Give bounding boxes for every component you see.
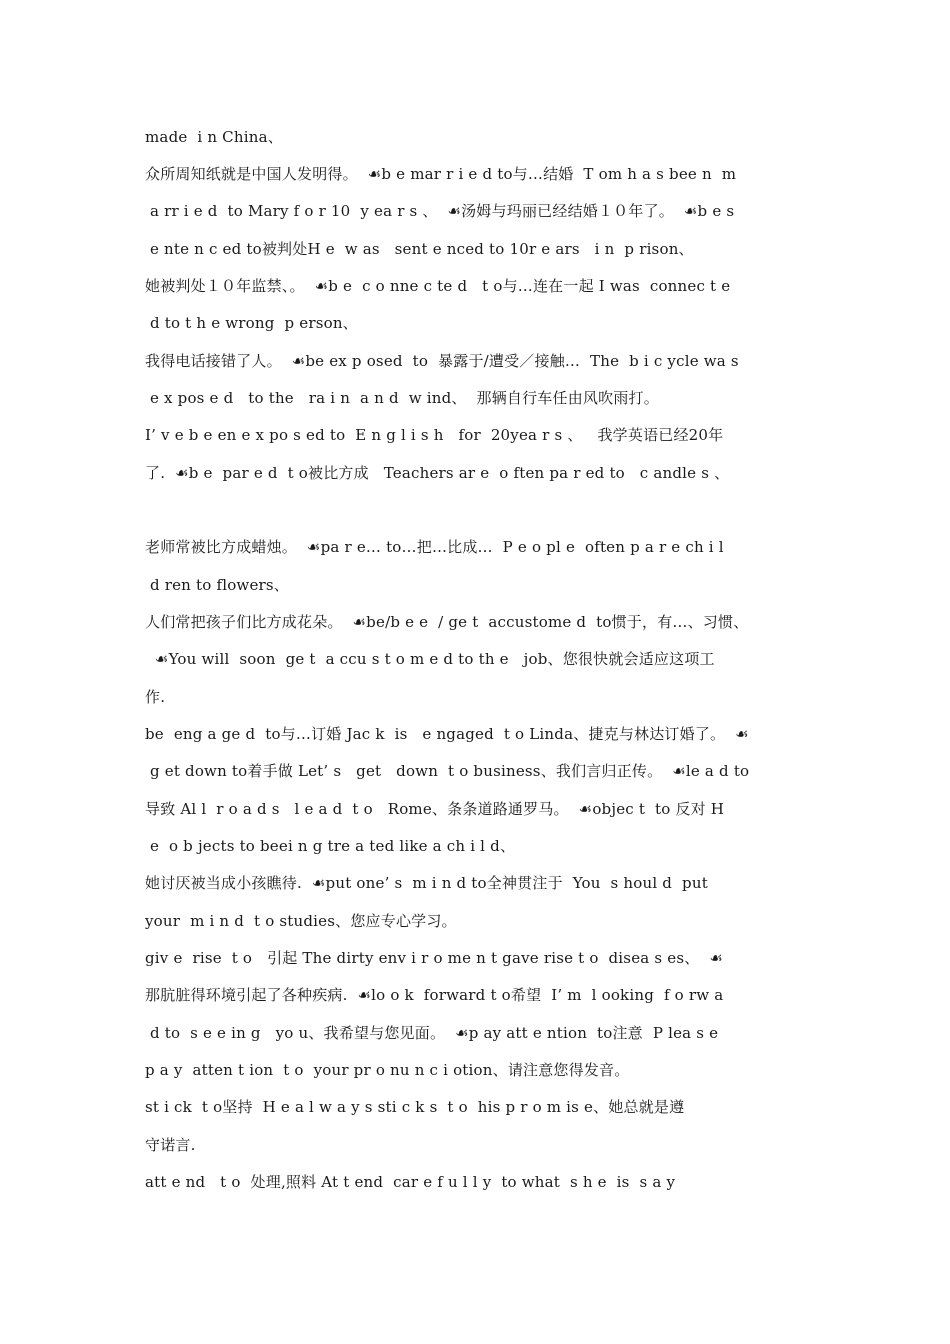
text-line: be eng a ge d to与…订婚 Jac k is e ngaged t o Linda、捷克与林达订婚了。 ☙ — [145, 725, 749, 743]
text-line: 人们常把孩子们比方成花朵。 ☙be/b e e / ge t accustome d to惯于，有…、习惯、 — [145, 613, 749, 631]
text-line: I’ v e b e en e x po s ed to E n g l i s h for 20yea r s 、 我学英语已经20年 — [145, 426, 724, 444]
text-line: 我得电话接错了人。 ☙be ex p osed to 暴露于/遭受／接触… The b i c ycle wa s — [145, 352, 739, 370]
text-line: ☙You will soon ge t a ccu s t o m e d to th e job、您很快就会适应这项工 — [145, 650, 715, 668]
text-line: st i ck t o坚持 H e a l w a y s sti c k s t o his p r o m is e、她总就是遵 — [145, 1098, 685, 1116]
text-line: att e nd t o 处理,照料 At t end car e f u l l y to what s h e is s a y — [145, 1173, 676, 1191]
text-line: e nte n c ed to被判处H e w as sent e nced to 10r e ars i n p rison、 — [145, 240, 694, 258]
text-line: 了. ☙b e par e d t o被比方成 Teachers ar e o ften pa r ed to c andle s 、 — [145, 464, 730, 482]
text-line: 守诺言. — [145, 1136, 196, 1154]
text-line: 她讨厌被当成小孩瞧待. ☙put one’ s m i n d to全神贯注于 You s houl d put — [145, 874, 708, 892]
text-line: 她被判处１０年监禁、。 ☙b e c o nne c te d t o与…连在一起 I was connec t e — [145, 277, 731, 295]
text-line: p a y atten t ion t o your pr o nu n c i otion、请注意您得发音。 — [145, 1061, 630, 1079]
text-line: d to s e e in g yo u、我希望与您见面。 ☙p ay att e ntion to注意 P lea s e — [145, 1024, 719, 1042]
text-line: e x pos e d to the ra i n a n d w ind、 那辆自行车任由风吹雨打。 — [145, 389, 659, 407]
text-line: e o b jects to beei n g tre a ted like a ch i l d、 — [145, 837, 516, 855]
text-line: 老师常被比方成蜡烛。 ☙pa r e… to…把…比成… P e o pl e often p a r e ch i l — [145, 538, 724, 556]
text-line: g et down to着手做 Let’ s get down t o business、我们言归正传。 ☙le a d to — [145, 762, 750, 780]
text-line: 众所周知纸就是中国人发明得。 ☙b e mar r i e d to与…结婚 T om h a s bee n m — [145, 165, 737, 183]
text-line: 那肮脏得环境引起了各种疾病. ☙lo o k forward t o希望 I’ m l ooking f o rw a — [145, 986, 724, 1004]
text-line: 导致 Al l r o a d s l e a d t o Rome、条条道路通罗马。 ☙objec t to 反对 H — [145, 800, 725, 818]
text-line: your m i n d t o studies、您应专心学习。 — [145, 912, 457, 930]
text-line: made i n China、 — [145, 128, 283, 146]
text-line: 作. — [145, 688, 166, 706]
text-line: giv e rise t o 引起 The dirty env i r o me n t gave rise t o disea s es、 ☙ — [145, 949, 724, 967]
text-line: d ren to flowers、 — [145, 576, 290, 594]
text-line: a rr i e d to Mary f o r 10 y ea r s 、 ☙汤姆与玛丽已经结婚１０年了。 ☙b e s — [145, 202, 735, 220]
text-line: d to t h e wrong p erson、 — [145, 314, 358, 332]
